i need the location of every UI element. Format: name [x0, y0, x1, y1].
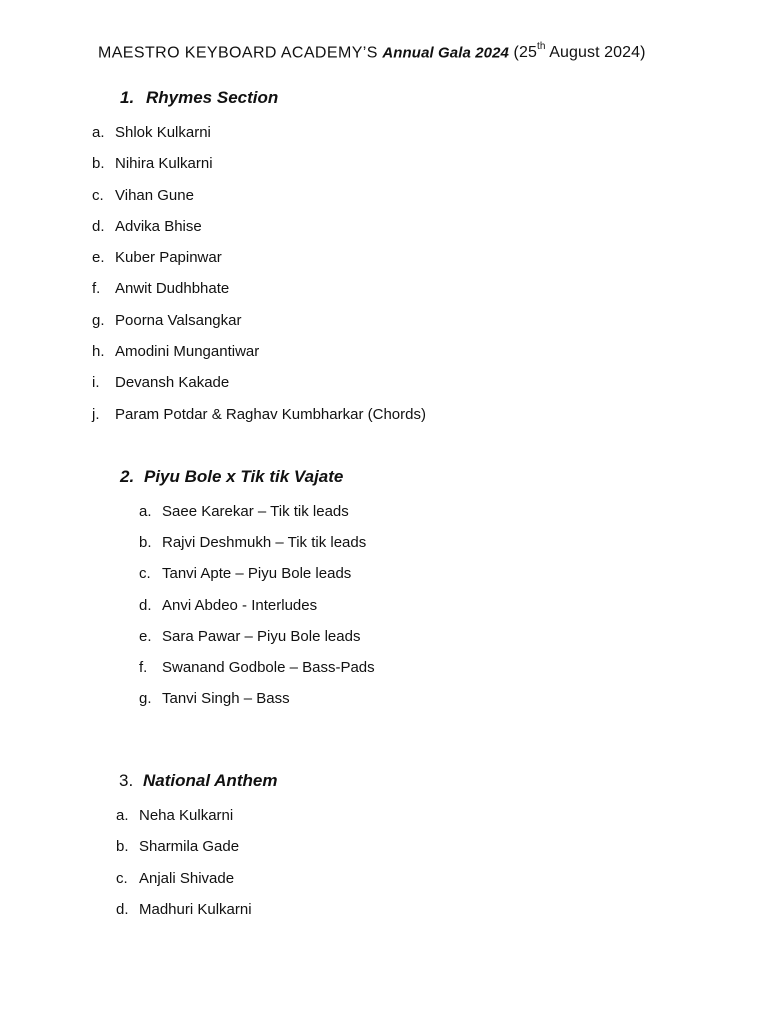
performer-name: Sara Pawar – Piyu Bole leads: [162, 627, 361, 645]
list-marker: g.: [139, 690, 152, 708]
performer-list-piyu-bole: [139, 503, 375, 721]
list-item: [92, 249, 426, 280]
list-marker: c.: [92, 186, 104, 204]
list-marker: f.: [139, 658, 148, 676]
performer-name: Param Potdar & Raghav Kumbharkar (Chords): [115, 405, 426, 423]
list-item: [139, 565, 375, 596]
list-item: [92, 406, 426, 437]
event-date: [513, 41, 646, 62]
list-item: [116, 807, 252, 838]
list-marker: j.: [92, 405, 100, 423]
section-name: National Anthem: [143, 771, 278, 790]
performer-name: Rajvi Deshmukh – Tik tik leads: [162, 534, 367, 552]
section-name: Piyu Bole x Tik tik Vajate: [144, 467, 344, 486]
list-item: [116, 901, 252, 932]
performer-name: Nihira Kulkarni: [115, 155, 213, 173]
list-marker: h.: [92, 343, 105, 361]
list-marker: d.: [92, 217, 105, 235]
performer-name: Madhuri Kulkarni: [139, 900, 252, 918]
performer-name: Kuber Papinwar: [115, 249, 222, 267]
list-marker: a.: [139, 503, 152, 520]
list-item: [92, 155, 426, 186]
performer-name: Sharmila Gade: [139, 838, 240, 856]
list-item: [139, 659, 375, 690]
section-number: 1.: [120, 88, 135, 107]
list-item: [139, 503, 375, 534]
list-marker: c.: [116, 869, 128, 887]
event-title: Annual Gala 2024: [382, 44, 509, 62]
performer-name: Anwit Dudhbhate: [115, 280, 230, 298]
list-marker: b.: [139, 534, 152, 552]
performer-name: Anvi Abdeo - Interludes: [162, 596, 318, 614]
list-item: [139, 628, 375, 659]
list-item: [116, 870, 252, 901]
section-title-national-anthem: [119, 771, 277, 791]
list-marker: a.: [92, 124, 105, 141]
list-marker: a.: [116, 807, 129, 824]
list-item: [92, 374, 426, 405]
performer-name: Neha Kulkarni: [139, 807, 234, 824]
event-date-open: (25: [513, 44, 537, 62]
section-number: 3.: [119, 771, 134, 790]
list-marker: e.: [139, 627, 152, 645]
section-number: 2.: [120, 467, 135, 486]
section-name: Rhymes Section: [146, 88, 279, 107]
list-item: [116, 838, 252, 869]
list-marker: d.: [139, 596, 152, 614]
list-marker: d.: [116, 900, 129, 918]
section-title-rhymes: [120, 88, 278, 108]
list-item: [92, 218, 426, 249]
performer-name: Poorna Valsangkar: [115, 311, 242, 329]
list-item: [92, 312, 426, 343]
performer-name: Tanvi Singh – Bass: [162, 690, 290, 708]
list-item: [92, 280, 426, 311]
list-item: [139, 597, 375, 628]
academy-name: MAESTRO KEYBOARD ACADEMY’S: [98, 44, 378, 62]
list-item: [92, 187, 426, 218]
performer-name: Swanand Godbole – Bass-Pads: [162, 658, 375, 676]
performer-list-national-anthem: [116, 807, 252, 932]
event-date-rest: August 2024): [549, 44, 646, 62]
list-marker: i.: [92, 374, 100, 392]
performer-name: Anjali Shivade: [139, 869, 235, 887]
list-item: [92, 124, 426, 155]
document-header: [98, 43, 738, 62]
list-marker: b.: [92, 155, 105, 173]
performer-name: Advika Bhise: [115, 217, 202, 235]
list-marker: c.: [139, 565, 151, 583]
list-marker: e.: [92, 249, 105, 267]
list-marker: b.: [116, 838, 129, 856]
performer-name: Vihan Gune: [115, 186, 194, 204]
section-title-piyu-bole: [120, 467, 343, 487]
list-marker: g.: [92, 311, 105, 329]
performer-name: Shlok Kulkarni: [115, 124, 211, 141]
list-item: [92, 343, 426, 374]
performer-name: Devansh Kakade: [115, 374, 230, 392]
list-item: [139, 690, 375, 721]
performer-list-rhymes: [92, 124, 426, 437]
event-date-suffix: th: [536, 41, 546, 52]
performer-name: Amodini Mungantiwar: [115, 343, 260, 361]
performer-name: Saee Karekar – Tik tik leads: [162, 503, 349, 520]
performer-name: Tanvi Apte – Piyu Bole leads: [162, 565, 352, 583]
list-item: [139, 534, 375, 565]
list-marker: f.: [92, 280, 101, 298]
